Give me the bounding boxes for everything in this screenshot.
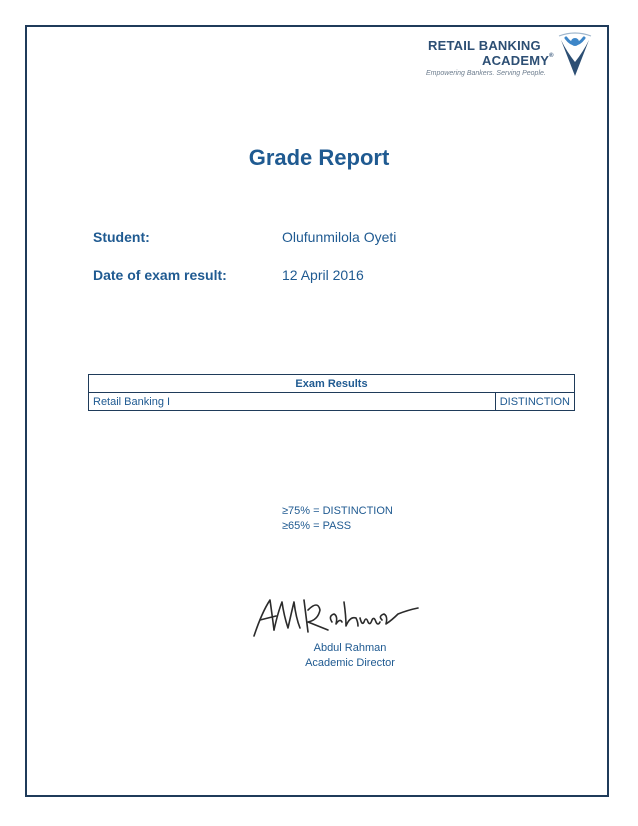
signatory-title: Academic Director <box>305 657 395 669</box>
page-border <box>25 25 609 797</box>
grade-cell: DISTINCTION <box>495 393 574 411</box>
exam-date-value: 12 April 2016 <box>282 267 364 283</box>
subject-cell: Retail Banking I <box>89 393 496 411</box>
academy-logo <box>420 32 595 82</box>
exam-date-label: Date of exam result: <box>93 267 227 283</box>
grading-legend-pass: ≥65% = PASS <box>282 520 352 532</box>
logo-line-2 <box>482 53 554 68</box>
exam-results-table <box>88 374 575 411</box>
table-header-row <box>89 375 575 393</box>
table-header: Exam Results <box>89 375 575 393</box>
signatory-name: Abdul Rahman <box>313 642 387 654</box>
logo-registered-mark: ® <box>549 53 554 59</box>
logo-line-1: RETAIL BANKING <box>428 38 541 53</box>
logo-academy-text: ACADEMY <box>482 53 550 68</box>
handwritten-signature <box>248 592 423 642</box>
grading-legend-distinction: ≥75% = DISTINCTION <box>282 505 393 517</box>
page-title: Grade Report <box>248 145 390 170</box>
table-row <box>89 393 575 411</box>
logo-tagline: Empowering Bankers. Serving People. <box>426 70 546 77</box>
academy-emblem-icon <box>557 32 593 78</box>
student-label: Student: <box>93 229 150 245</box>
student-name: Olufunmilola Oyeti <box>282 229 397 245</box>
